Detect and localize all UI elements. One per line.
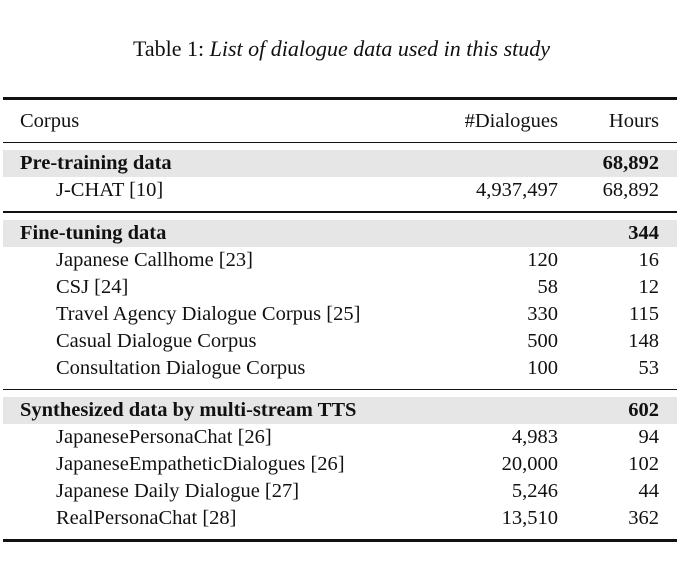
dialogue-count: 330	[527, 302, 558, 325]
table-row	[3, 247, 677, 274]
hours-value: 12	[638, 275, 659, 298]
hours-value: 68,892	[602, 179, 659, 201]
corpus-name: RealPersonaChat [28]	[56, 507, 237, 529]
dialogue-count: 13,510	[501, 507, 558, 529]
table-row	[3, 355, 677, 382]
hours-value: 362	[628, 507, 659, 529]
corpus-name: Japanese Callhome [23]	[56, 248, 253, 271]
group-name: Pre-training data	[20, 152, 172, 174]
table-row	[3, 274, 677, 301]
corpus-name: CSJ [24]	[56, 275, 129, 298]
dialogue-data-table	[3, 97, 677, 542]
table-row	[3, 177, 677, 204]
caption-label: Table 1:	[132, 36, 205, 61]
corpus-name: Japanese Daily Dialogue [27]	[56, 480, 300, 502]
header-dialogues: #Dialogues	[464, 109, 558, 132]
table-row	[3, 424, 677, 451]
table-header-row	[3, 100, 677, 142]
hours-value: 102	[628, 453, 659, 475]
hours-value: 94	[638, 426, 659, 448]
table-row	[3, 301, 677, 328]
group-row-synthesized	[3, 397, 677, 424]
dialogue-count: 120	[527, 248, 558, 271]
corpus-name: JapanesePersonaChat [26]	[56, 426, 272, 448]
group-name: Synthesized data by multi-stream TTS	[20, 399, 357, 421]
table-row	[3, 451, 677, 478]
group-name: Fine-tuning data	[20, 221, 167, 244]
caption-text: List of dialogue data used in this study	[209, 36, 551, 61]
dialogue-count: 500	[527, 329, 558, 352]
group-hours: 602	[628, 399, 659, 421]
corpus-name: Travel Agency Dialogue Corpus [25]	[56, 302, 361, 325]
dialogue-count: 4,983	[511, 426, 558, 448]
group-hours: 68,892	[602, 152, 659, 174]
corpus-name: Consultation Dialogue Corpus	[56, 356, 306, 379]
table-row	[3, 505, 677, 532]
corpus-name: JapaneseEmpatheticDialogues [26]	[56, 453, 345, 475]
group-hours: 344	[628, 221, 659, 244]
header-hours: Hours	[608, 109, 659, 132]
group-row-finetuning	[3, 220, 677, 247]
dialogue-count: 58	[537, 275, 558, 298]
hours-value: 115	[629, 302, 659, 325]
dialogue-count: 20,000	[501, 453, 558, 475]
hours-value: 53	[638, 356, 659, 379]
dialogue-count: 100	[527, 356, 558, 379]
corpus-name: J-CHAT [10]	[56, 179, 164, 201]
table-caption	[0, 34, 683, 64]
dialogue-count: 5,246	[511, 480, 558, 502]
hours-value: 148	[628, 329, 659, 352]
hours-value: 16	[638, 248, 659, 271]
header-corpus: Corpus	[20, 109, 80, 132]
table-row	[3, 478, 677, 505]
table-bottom-rule	[3, 539, 677, 542]
dialogue-count: 4,937,497	[476, 179, 558, 201]
hours-value: 44	[638, 480, 659, 502]
corpus-name: Casual Dialogue Corpus	[56, 329, 257, 352]
table-row	[3, 328, 677, 355]
group-row-pretraining	[3, 150, 677, 177]
